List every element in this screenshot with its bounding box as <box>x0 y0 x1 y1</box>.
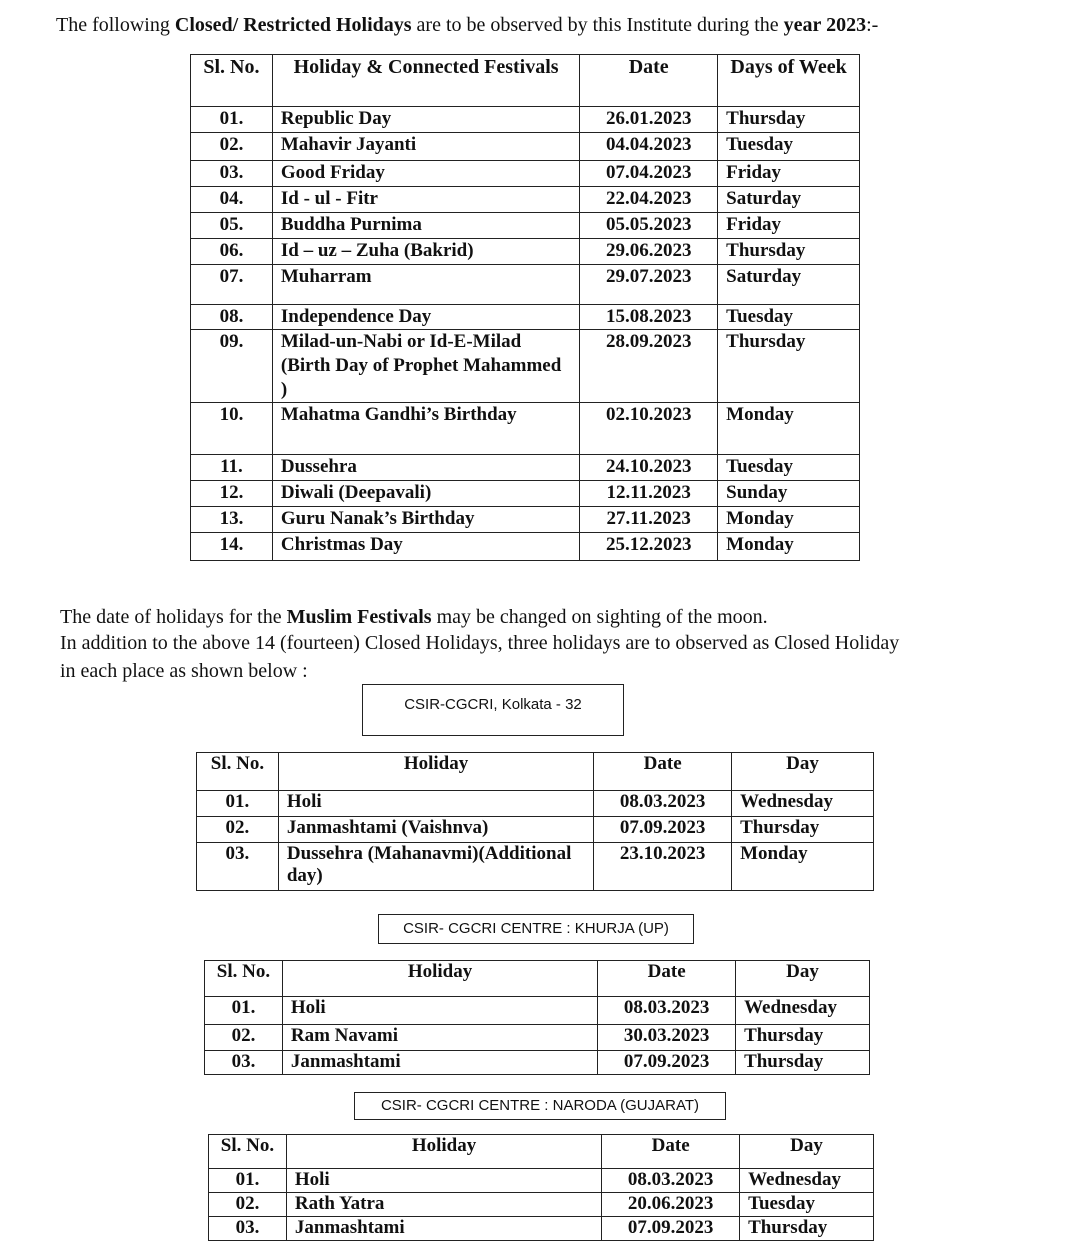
row-day: Tuesday <box>740 1193 874 1217</box>
row-day: Thursday <box>736 1051 870 1075</box>
table-row <box>191 187 860 213</box>
row-day: Monday <box>718 507 860 533</box>
intro-part: The following <box>56 14 175 36</box>
note-part: may be changed on sighting of the moon. <box>431 606 768 628</box>
header-holiday: Holiday <box>286 1135 601 1169</box>
row-sl-no: 10. <box>191 403 273 455</box>
header-date: Date <box>602 1135 740 1169</box>
row-date: 02.10.2023 <box>580 403 718 455</box>
row-day: Saturday <box>718 265 860 305</box>
row-holiday: Holi <box>278 791 593 817</box>
row-holiday: Republic Day <box>272 107 579 133</box>
row-day: Sunday <box>718 481 860 507</box>
row-sl-no: 01. <box>205 997 283 1025</box>
table-row <box>197 843 874 891</box>
table-row <box>205 997 870 1025</box>
table-row <box>209 1193 874 1217</box>
table-row <box>191 239 860 265</box>
row-day: Tuesday <box>718 455 860 481</box>
row-holiday: Independence Day <box>272 305 579 330</box>
intro-bold-holidays: Closed/ Restricted Holidays <box>174 14 412 36</box>
intro-bold-year: year 2023 <box>783 14 867 36</box>
row-holiday: Id - ul - Fitr <box>272 187 579 213</box>
table-row <box>197 817 874 843</box>
table-row <box>209 1169 874 1193</box>
table-row <box>191 330 860 403</box>
header-sl-no: Sl. No. <box>209 1135 287 1169</box>
row-holiday: Diwali (Deepavali) <box>272 481 579 507</box>
row-date: 07.09.2023 <box>598 1051 736 1075</box>
header-day: Days of Week <box>718 55 860 107</box>
row-date: 12.11.2023 <box>580 481 718 507</box>
note-part: The date of holidays for the <box>60 606 287 628</box>
row-day: Monday <box>732 843 874 891</box>
header-sl-no: Sl. No. <box>205 961 283 997</box>
row-day: Saturday <box>718 187 860 213</box>
table-row <box>191 481 860 507</box>
table-row <box>191 265 860 305</box>
row-date: 29.06.2023 <box>580 239 718 265</box>
table-row <box>191 161 860 187</box>
row-day: Thursday <box>732 817 874 843</box>
intro-text <box>56 14 878 37</box>
note-line-2: In addition to the above 14 (fourteen) Closed Holidays, three holidays are to observed as Closed Holiday <box>60 632 900 654</box>
row-holiday: Buddha Purnima <box>272 213 579 239</box>
row-sl-no: 03. <box>209 1217 287 1241</box>
table-row <box>191 507 860 533</box>
row-sl-no: 03. <box>205 1051 283 1075</box>
row-date: 08.03.2023 <box>594 791 732 817</box>
row-day: Wednesday <box>740 1169 874 1193</box>
row-holiday: Ram Navami <box>282 1025 597 1051</box>
header-day: Day <box>732 753 874 791</box>
row-day: Thursday <box>736 1025 870 1051</box>
row-holiday: Good Friday <box>272 161 579 187</box>
header-sl-no: Sl. No. <box>191 55 273 107</box>
row-sl-no: 02. <box>209 1193 287 1217</box>
row-holiday: Milad-un-Nabi or Id-E-Milad (Birth Day of Prophet Mahammed ) <box>272 330 579 403</box>
header-day: Day <box>736 961 870 997</box>
row-date: 23.10.2023 <box>594 843 732 891</box>
row-holiday: Mahavir Jayanti <box>272 133 579 161</box>
table-row <box>191 213 860 239</box>
table-header-row <box>197 753 874 791</box>
table-row <box>191 305 860 330</box>
row-date: 07.09.2023 <box>594 817 732 843</box>
row-holiday: Janmashtami <box>286 1217 601 1241</box>
row-sl-no: 05. <box>191 213 273 239</box>
row-holiday: Holi <box>286 1169 601 1193</box>
row-date: 24.10.2023 <box>580 455 718 481</box>
table-row <box>205 1025 870 1051</box>
header-holiday: Holiday & Connected Festivals <box>272 55 579 107</box>
row-date: 30.03.2023 <box>598 1025 736 1051</box>
row-date: 04.04.2023 <box>580 133 718 161</box>
row-date: 29.07.2023 <box>580 265 718 305</box>
row-holiday: Rath Yatra <box>286 1193 601 1217</box>
row-holiday: Janmashtami <box>282 1051 597 1075</box>
row-day: Thursday <box>740 1217 874 1241</box>
header-holiday: Holiday <box>278 753 593 791</box>
header-holiday: Holiday <box>282 961 597 997</box>
kolkata-table <box>196 752 874 891</box>
row-holiday: Dussehra <box>272 455 579 481</box>
note-line-3: in each place as shown below : <box>60 660 308 682</box>
row-day: Wednesday <box>736 997 870 1025</box>
row-holiday: Holi <box>282 997 597 1025</box>
note-bold: Muslim Festivals <box>286 606 432 628</box>
row-date: 08.03.2023 <box>598 997 736 1025</box>
table-row <box>191 403 860 455</box>
table-row <box>191 133 860 161</box>
row-date: 05.05.2023 <box>580 213 718 239</box>
closed-holidays-table <box>190 54 860 561</box>
row-date: 25.12.2023 <box>580 533 718 561</box>
row-holiday: Dussehra (Mahanavmi)(Additional day) <box>278 843 593 891</box>
row-sl-no: 14. <box>191 533 273 561</box>
table-row <box>191 533 860 561</box>
row-day: Wednesday <box>732 791 874 817</box>
row-day: Thursday <box>718 330 860 403</box>
header-day: Day <box>740 1135 874 1169</box>
row-date: 07.04.2023 <box>580 161 718 187</box>
table-row <box>209 1217 874 1241</box>
naroda-label: CSIR- CGCRI CENTRE : NARODA (GUJARAT) <box>354 1092 726 1120</box>
row-sl-no: 07. <box>191 265 273 305</box>
row-day: Tuesday <box>718 133 860 161</box>
row-day: Friday <box>718 213 860 239</box>
table-header-row <box>191 55 860 107</box>
row-holiday: Guru Nanak’s Birthday <box>272 507 579 533</box>
row-sl-no: 08. <box>191 305 273 330</box>
row-holiday: Mahatma Gandhi’s Birthday <box>272 403 579 455</box>
row-sl-no: 11. <box>191 455 273 481</box>
row-holiday: Id – uz – Zuha (Bakrid) <box>272 239 579 265</box>
row-date: 22.04.2023 <box>580 187 718 213</box>
header-date: Date <box>594 753 732 791</box>
row-sl-no: 12. <box>191 481 273 507</box>
row-day: Tuesday <box>718 305 860 330</box>
row-date: 15.08.2023 <box>580 305 718 330</box>
row-date: 26.01.2023 <box>580 107 718 133</box>
row-day: Monday <box>718 533 860 561</box>
row-day: Friday <box>718 161 860 187</box>
row-sl-no: 02. <box>197 817 279 843</box>
kolkata-label: CSIR-CGCRI, Kolkata - 32 <box>362 684 624 736</box>
row-date: 07.09.2023 <box>602 1217 740 1241</box>
row-date: 27.11.2023 <box>580 507 718 533</box>
row-sl-no: 03. <box>197 843 279 891</box>
row-holiday: Christmas Day <box>272 533 579 561</box>
row-date: 20.06.2023 <box>602 1193 740 1217</box>
row-date: 08.03.2023 <box>602 1169 740 1193</box>
row-sl-no: 04. <box>191 187 273 213</box>
row-sl-no: 09. <box>191 330 273 403</box>
row-day: Thursday <box>718 107 860 133</box>
row-holiday: Muharram <box>272 265 579 305</box>
row-sl-no: 02. <box>205 1025 283 1051</box>
row-sl-no: 02. <box>191 133 273 161</box>
row-day: Monday <box>718 403 860 455</box>
table-header-row <box>209 1135 874 1169</box>
header-sl-no: Sl. No. <box>197 753 279 791</box>
table-row <box>197 791 874 817</box>
row-sl-no: 01. <box>191 107 273 133</box>
muslim-festivals-note <box>60 606 768 629</box>
table-row <box>205 1051 870 1075</box>
row-sl-no: 01. <box>197 791 279 817</box>
row-sl-no: 03. <box>191 161 273 187</box>
table-row <box>191 107 860 133</box>
row-sl-no: 01. <box>209 1169 287 1193</box>
intro-part: are to be observed by this Institute during the <box>411 14 784 36</box>
header-date: Date <box>580 55 718 107</box>
naroda-table <box>208 1134 874 1241</box>
row-date: 28.09.2023 <box>580 330 718 403</box>
khurja-label: CSIR- CGCRI CENTRE : KHURJA (UP) <box>378 914 694 944</box>
table-header-row <box>205 961 870 997</box>
table-row <box>191 455 860 481</box>
intro-part: :- <box>866 14 879 36</box>
row-sl-no: 13. <box>191 507 273 533</box>
header-date: Date <box>598 961 736 997</box>
row-holiday: Janmashtami (Vaishnva) <box>278 817 593 843</box>
row-day: Thursday <box>718 239 860 265</box>
khurja-table <box>204 960 870 1075</box>
row-sl-no: 06. <box>191 239 273 265</box>
